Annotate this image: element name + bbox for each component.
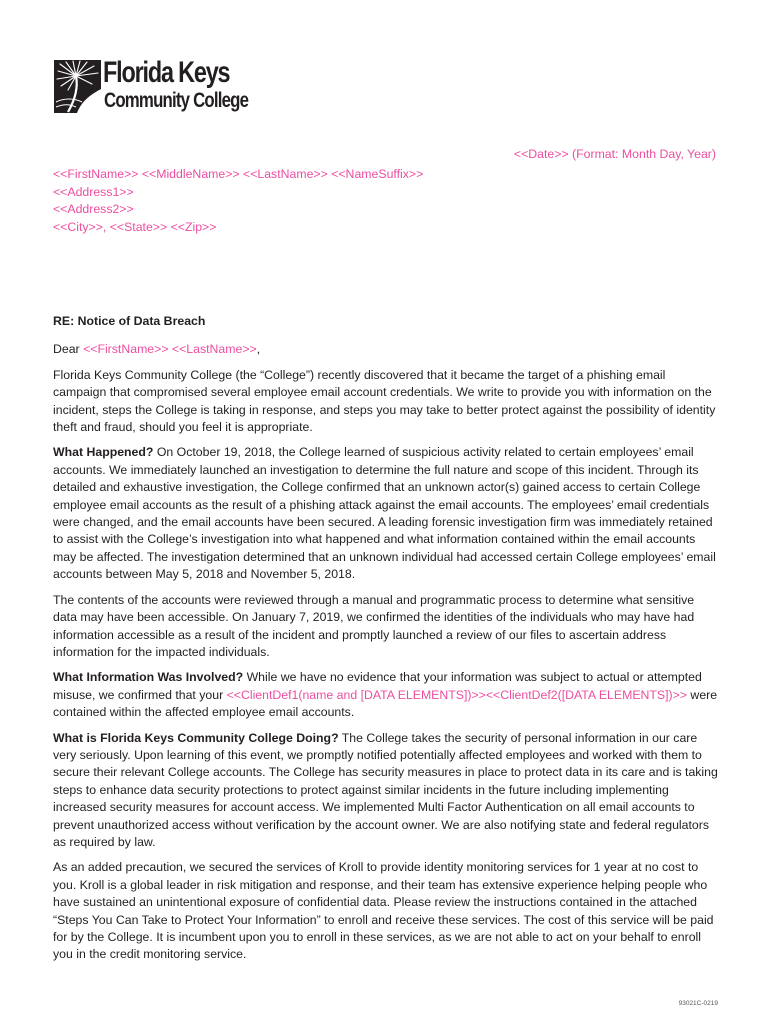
date-line: <<Date>> (Format: Month Day, Year): [513, 147, 716, 161]
what-information-body-2: were contained within the affected employee email accounts.: [53, 687, 718, 720]
client-def-variable: <<ClientDef1(name and [DATA ELEMENTS])>><<ClientDef2([DATA ELEMENTS])>>: [226, 687, 688, 702]
college-doing-heading: What is Florida Keys Community College Doing?: [53, 730, 339, 745]
salutation-name-variable: <<FirstName>> <<LastName>>: [83, 342, 257, 357]
what-happened-paragraph: [53, 444, 719, 583]
recipient-name-line: <<FirstName>> <<MiddleName>> <<LastName>> <<NameSuffix>>: [53, 167, 424, 181]
recipient-address1: <<Address1>>: [53, 184, 134, 199]
salutation-prefix: Dear: [53, 342, 84, 357]
palm-tree-sun-icon: [52, 58, 102, 114]
college-doing-paragraph: [53, 730, 719, 852]
what-information-heading: What Information Was Involved?: [53, 670, 244, 685]
what-happened-body: On October 19, 2018, the College learned of suspicious activity related to certain employees’ email accounts. We immediately launched an investigation to determine the full nature and scope of this incident. Through its detailed and exhaustive investigation, the College confirmed that an unknown actor(s) gained access to certain College employee email accounts as the result of a phishing attack against the email accounts. The employees’ email credentials were changed, and the email accounts have been secured. A leading forensic investigation firm was immediately retained to assist with the College’s investigation into what happened and what information contained within the email accounts may be affected. The investigation determined that an unknown individual had accessed certain College employees’ email accounts between May 5, 2018 and November 5, 2018.: [53, 445, 716, 582]
intro-paragraph: Florida Keys Community College (the “College”) recently discovered that it became the target of a phishing email campaign that compromised several employee email account credentials. We write to provide you with information on the incident, steps the College is taking in response, and steps you may take to better protect against the possibility of identity theft and fraud, should you feel it is appropriate.: [53, 367, 716, 435]
college-doing-body: The College takes the security of personal information in our care very seriously. Upon learning of this event, we promptly notified potentially affected employees and worked with them to secure their relevant College accounts. The College has security measures in place to protect data in its care and is taking steps to enhance data security protections to protect against similar incidents in the future including implementing increased security measures for account access. We implemented Multi Factor Authentication on all email accounts to prevent unauthorized access without verification by the account owner. We are also notifying state and federal regulators as required by law.: [53, 730, 718, 849]
document-code: 93021C-0219: [678, 1000, 718, 1007]
salutation-suffix: ,: [256, 342, 261, 357]
recipient-city-line: <<City>>, <<State>> <<Zip>>: [53, 219, 217, 234]
letter-body: [53, 313, 719, 972]
logo-wordmark-line2: Community College: [104, 89, 249, 112]
subject-line: RE: Notice of Data Breach: [53, 314, 206, 328]
salutation: [53, 341, 719, 358]
college-logo: [52, 56, 249, 114]
what-happened-heading: What Happened?: [53, 445, 154, 460]
recipient-address2: <<Address2>>: [53, 202, 134, 216]
contents-paragraph: The contents of the accounts were reviewed through a manual and programmatic process to determine what sensitive data may have been accessible. On January 7, 2019, we confirmed the identities of the individuals who may have had information accessible as a result of the incident and promptly launched a review of our files to ascertain address information for the impacted individuals.: [53, 592, 695, 659]
what-information-body-1: While we have no evidence that your information was subject to actual or attempted misuse, we confirmed that your: [53, 670, 702, 702]
precaution-paragraph: As an added precaution, we secured the services of Kroll to provide identity monitoring services for 1 year at no cost to you. Kroll is a global leader in risk mitigation and response, and their team has extensive experience helping people who have sustained an unintentional exposure of confidential data. Please review the instructions contained in the attached “Steps You Can Take to Protect Your Information” to enroll and receive these services. The cost of this service will be paid for by the College. It is incumbent upon you to enroll in these services, as we are not able to act on your behalf to enroll you in the credit monitoring service.: [53, 860, 714, 962]
logo-wordmark-line1: Florida Keys: [103, 56, 230, 89]
recipient-address: [53, 166, 423, 236]
what-information-paragraph: [53, 669, 719, 721]
